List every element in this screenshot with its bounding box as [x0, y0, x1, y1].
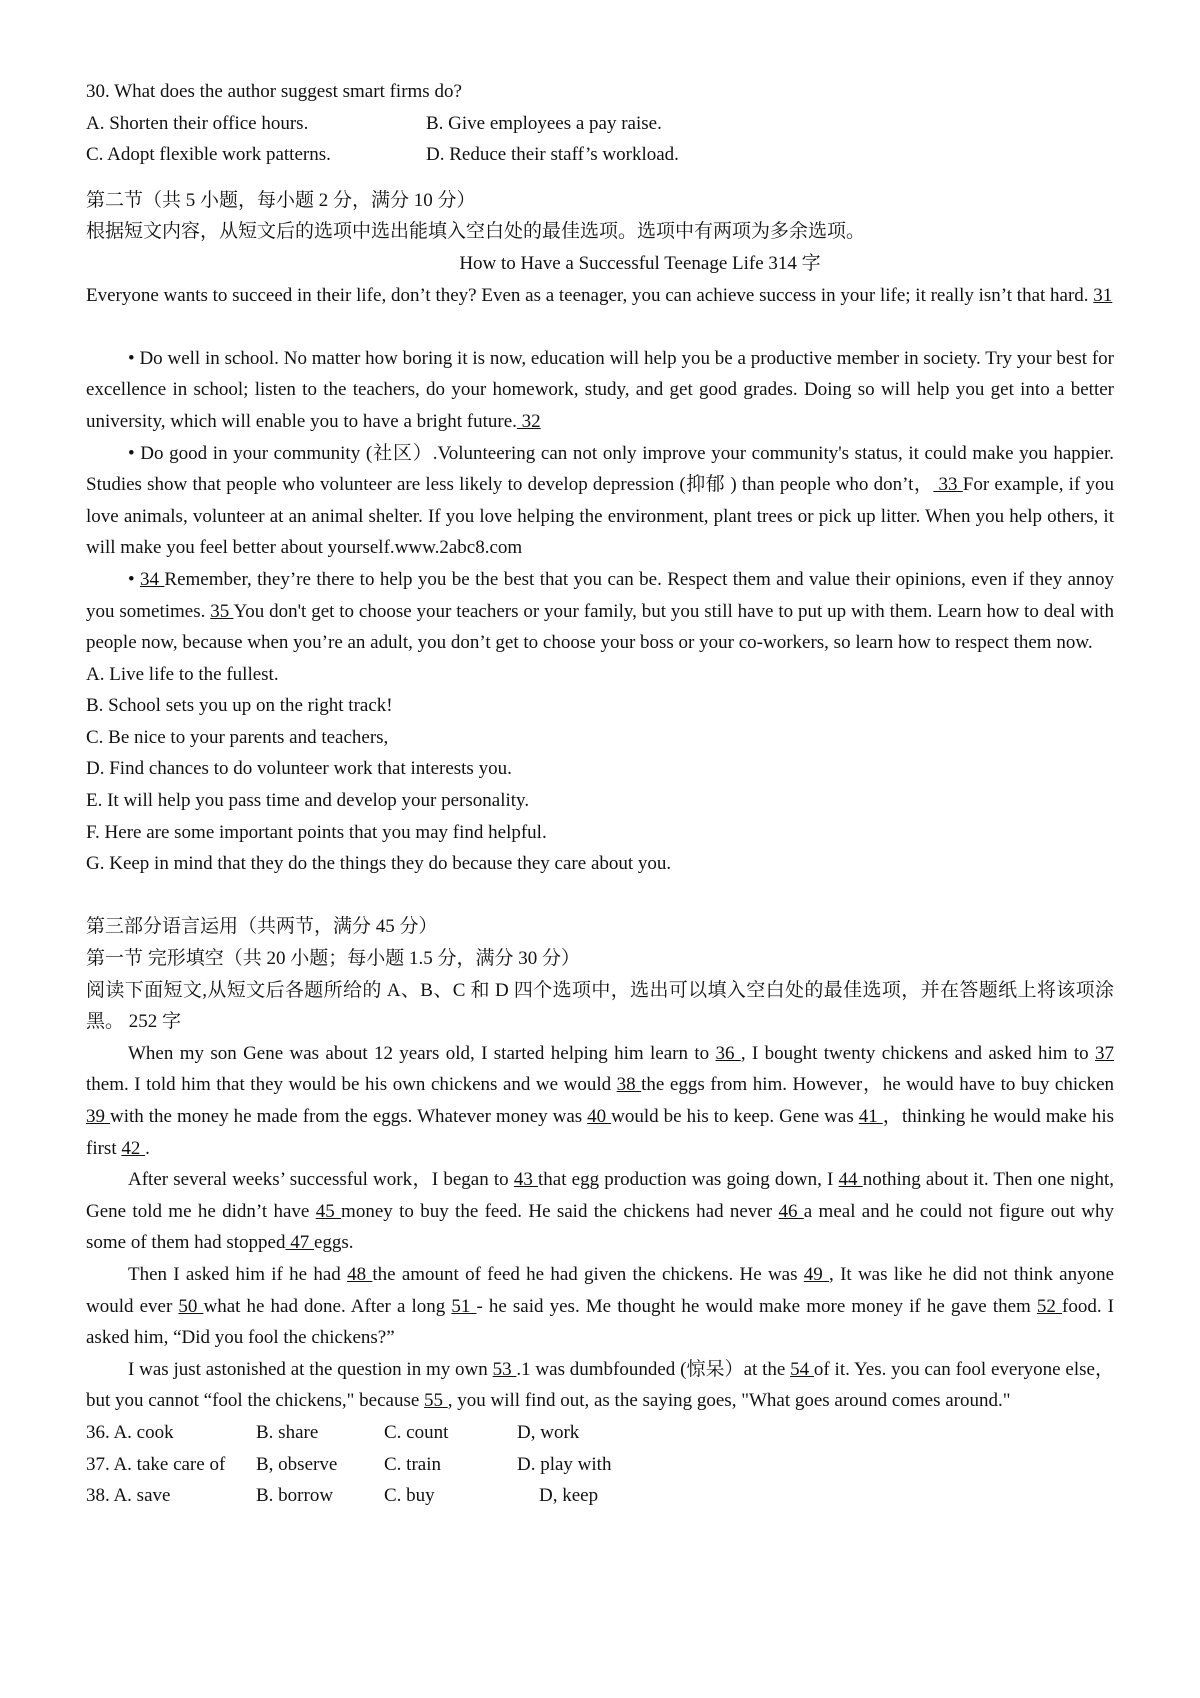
blank-31: 31 [1093, 284, 1113, 306]
blank-46: 46 [778, 1200, 804, 1222]
option-d: D. play with [517, 1453, 612, 1475]
paragraph-text: - he said yes. Me thought he would make more money if he gave them [476, 1295, 1037, 1317]
blank-39: 39 [86, 1106, 110, 1127]
section-2-options [86, 659, 1114, 880]
option-item: B. School sets you up on the right track! [86, 695, 393, 717]
option-a: 37. A. take care of [86, 1453, 226, 1475]
blank-53: 53 [492, 1358, 517, 1380]
paragraph-text: what he had done. After a long [203, 1295, 452, 1317]
section-2-instruction: 根据短文内容，从短文后的选项中选出能填入空白处的最佳选项。选项中有两项为多余选项。 [86, 221, 866, 243]
cloze-paragraph-2 [86, 1164, 1114, 1259]
passage-title: How to Have a Successful Teenage Life 314 字 [459, 252, 821, 274]
blank-48: 48 [347, 1263, 373, 1285]
paragraph-text: Remember, they’re there to help you be the best that you can be. Respect them and value their opinions, even if they annoy you sometimes. [86, 568, 1115, 622]
blank-52: 52 [1036, 1295, 1063, 1317]
option-b: B. share [256, 1421, 319, 1443]
question-30-stem: 30. What does the author suggest smart firms do? [86, 81, 462, 102]
option-item: F. Here are some important points that you may find helpful. [86, 821, 547, 843]
blank-45: 45 [315, 1200, 342, 1222]
cloze-question-36 [86, 1417, 1114, 1449]
blank-54: 54 [790, 1358, 814, 1380]
paragraph-text: Then I asked him if he had [128, 1263, 348, 1285]
blank-42: 42 [121, 1137, 146, 1159]
paragraph-text: . [145, 1137, 150, 1159]
option-d: D, work [517, 1421, 580, 1443]
blank-41: 41 [858, 1106, 883, 1127]
cloze-question-37 [86, 1449, 1114, 1481]
option-c: C. train [384, 1453, 441, 1475]
blank-36: 36 [715, 1042, 741, 1064]
paragraph-text: with the money he made from the eggs. Whatever money was [110, 1106, 588, 1127]
option-a: 38. A. save [86, 1485, 171, 1507]
cloze-question-38 [86, 1480, 1114, 1512]
blank-35: 35 [210, 600, 234, 622]
passage-paragraph-1 [86, 280, 1114, 312]
blank-37: 37 [1095, 1042, 1115, 1064]
paragraph-text: of it. Yes. you can fool everyone else，but you cannot “fool the chickens," because [86, 1358, 1114, 1412]
option-item: C. Be nice to your parents and teachers, [86, 726, 389, 748]
part-3-sub-heading: 第一节 完形填空（共 20 小题；每小题 1.5 分，满分 30 分） [86, 948, 581, 970]
blank-43: 43 [513, 1169, 539, 1191]
blank-32: 32 [516, 410, 541, 432]
paragraph-text: You don't get to choose your teachers or your family, but you still have to put up with them. Learn how to deal with people now, because when you’re an adult, you don’t get to choose your boss or your co-workers, so learn how to respect them now. [86, 600, 1114, 654]
paragraph-text: would be his to keep. Gene was [611, 1106, 859, 1127]
question-30-options-row2 [86, 139, 1114, 171]
blank-34: 34 [140, 568, 165, 590]
paragraph-text: them. I told him that they would be his own chickens and we would [86, 1074, 617, 1096]
blank-50: 50 [178, 1295, 204, 1317]
blank-51: 51 [451, 1295, 477, 1317]
paragraph-text: • Do well in school. No matter how boring it is now, education will help you be a productive member in society. Try your best for excellence in school; listen to the teachers, do your homework, study, and get good grades. Doing so will help you get into a better university, which will enable you to have a bright future. [86, 347, 1114, 432]
question-30 [86, 76, 1114, 171]
paragraph-text: eggs. [313, 1232, 354, 1254]
paragraph-text: When my son Gene was about 12 years old, I started helping him learn to [128, 1042, 716, 1064]
spacer [86, 311, 1114, 343]
paragraph-text: , I bought twenty chickens and asked him to [740, 1042, 1096, 1064]
blank-47: 47 [285, 1232, 314, 1254]
option-d: D, keep [539, 1485, 599, 1507]
section-2-heading: 第二节（共 5 小题，每小题 2 分，满分 10 分） [86, 189, 476, 211]
paragraph-text: Everyone wants to succeed in their life, don’t they? Even as a teenager, you can achieve success in your life; it really isn’t that hard. [86, 284, 1094, 306]
paragraph-text: the amount of feed he had given the chickens. He was [372, 1263, 804, 1285]
option-item: E. It will help you pass time and develop your personality. [86, 790, 530, 812]
option-b: B, observe [256, 1453, 338, 1475]
paragraph-text: For example, if you love animals, volunteer at an animal shelter. If you love helping the environment, plant trees or pick up litter. When you help others, it will make you feel better about yourself.www.2abc8.com [86, 474, 1115, 559]
blank-33: 33 [933, 474, 963, 496]
paragraph-text: that egg production was going down, I [538, 1169, 839, 1191]
blank-44: 44 [838, 1169, 863, 1191]
part-3 [86, 911, 1114, 1511]
blank-55: 55 [424, 1390, 448, 1412]
part-3-instruction: 阅读下面短文,从短文后各题所给的 A、B、C 和 D 四个选项中，选出可以填入空白处的最佳选项，并在答题纸上将该项涂黑。 252 字 [86, 979, 1114, 1033]
paragraph-text: After several weeks’ successful work，I began to [128, 1169, 514, 1191]
passage-paragraph-2 [86, 343, 1114, 438]
paragraph-text: , It was like he did not think anyone would ever [86, 1263, 1115, 1317]
part-3-heading: 第三部分语言运用（共两节，满分 45 分） [86, 916, 438, 938]
option-c: C. Adopt flexible work patterns. [86, 144, 331, 166]
option-item: G. Keep in mind that they do the things they do because they care about you. [86, 853, 672, 875]
paragraph-text: a meal and he could not figure out why some of them had stopped [86, 1200, 1115, 1254]
paragraph-text: .1 was dumbfounded (惊呆）at the [516, 1358, 791, 1380]
question-30-options-row1 [86, 108, 1114, 140]
spacer [86, 880, 1114, 912]
paragraph-text: ，thinking he would make his first [86, 1106, 1115, 1159]
paragraph-text: food. I asked him, “Did you fool the chickens?” [86, 1295, 1115, 1349]
passage-paragraph-4 [86, 564, 1114, 659]
blank-49: 49 [803, 1263, 830, 1285]
option-item: D. Find chances to do volunteer work that interests you. [86, 758, 512, 780]
paragraph-text: the eggs from him. However，he would have to buy chicken [641, 1074, 1114, 1096]
option-b: B. Give employees a pay raise. [426, 112, 662, 134]
section-2 [86, 185, 1114, 880]
blank-40: 40 [587, 1106, 612, 1127]
paragraph-text: , you will find out, as the saying goes, "What goes around comes around." [447, 1390, 1011, 1412]
paragraph-text: I was just astonished at the question in my own [128, 1358, 493, 1380]
blank-38: 38 [616, 1074, 642, 1096]
cloze-paragraph-1 [86, 1038, 1114, 1164]
paragraph-text: nothing about it. Then one night, Gene told me he didn’t have [86, 1169, 1115, 1222]
cloze-paragraph-3 [86, 1259, 1114, 1354]
option-a: A. Shorten their office hours. [86, 112, 309, 134]
paragraph-text: • [128, 568, 141, 590]
option-c: C. count [384, 1421, 449, 1443]
passage-paragraph-3 [86, 438, 1114, 564]
option-c: C. buy [384, 1485, 435, 1507]
cloze-paragraph-4 [86, 1354, 1114, 1417]
option-b: B. borrow [256, 1485, 334, 1507]
cloze-questions [86, 1417, 1114, 1512]
paragraph-text: money to buy the feed. He said the chickens had never [341, 1200, 779, 1222]
option-d: D. Reduce their staff’s workload. [426, 144, 679, 166]
option-item: A. Live life to the fullest. [86, 663, 279, 685]
option-a: 36. A. cook [86, 1421, 174, 1443]
paragraph-text: • Do good in your community (社区）.Volunteering can not only improve your community's status, it could make you happier. Studies show that people who volunteer are less likely to develop depression (抑郁 ) than people who don’t， [86, 442, 1114, 496]
